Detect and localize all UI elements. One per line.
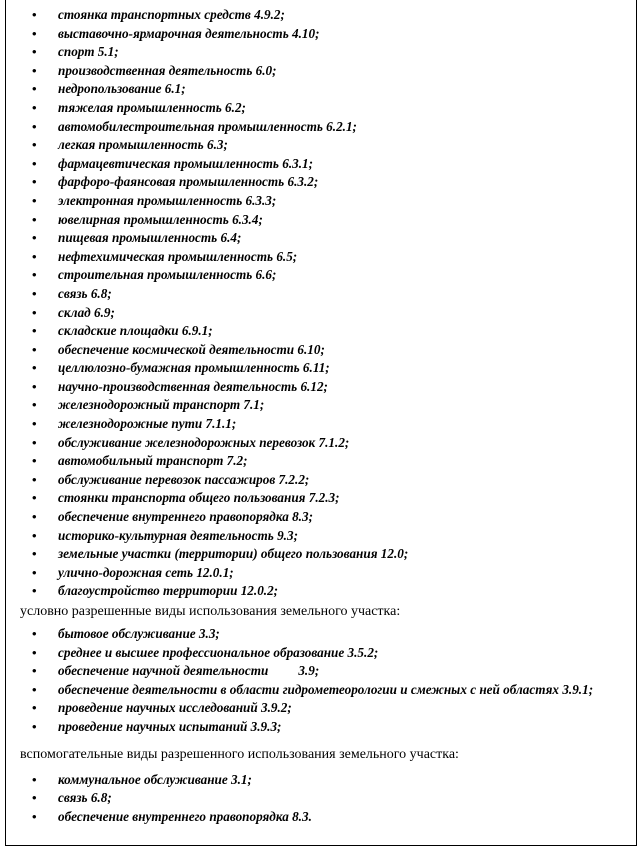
list-item-code: 3.9; (298, 663, 320, 679)
list-item: • железнодорожный транспорт 7.1; (6, 396, 636, 415)
list-item: • тяжелая промышленность 6.2; (6, 99, 636, 118)
list-item: • обслуживание железнодорожных перевозок 7.1.2; (6, 434, 636, 453)
list-item: • обеспечение деятельности в области гидрометеорологии и смежных с ней областях 3.9.1; (6, 681, 636, 700)
list-item: • недропользование 6.1; (6, 80, 636, 99)
auxiliary-use-list (6, 771, 636, 827)
conditional-use-heading: условно разрешенные виды использования земельного участка: (20, 604, 401, 619)
document-frame (5, 0, 637, 846)
list-item: • стоянки транспорта общего пользования 7.2.3; (6, 489, 636, 508)
list-item: • проведение научных испытаний 3.9.3; (6, 718, 636, 737)
list-item: • проведение научных исследований 3.9.2; (6, 699, 636, 718)
list-item (6, 662, 636, 681)
list-item: • склад 6.9; (6, 304, 636, 323)
list-item: • автомобильный транспорт 7.2; (6, 452, 636, 471)
list-item: • улично-дорожная сеть 12.0.1; (6, 564, 636, 583)
list-item: • земельные участки (территории) общего пользования 12.0; (6, 545, 636, 564)
list-item: • автомобилестроительная промышленность 6.2.1; (6, 118, 636, 137)
list-item: • строительная промышленность 6.6; (6, 266, 636, 285)
list-item: • благоустройство территории 12.0.2; (6, 582, 636, 601)
list-item: • фармацевтическая промышленность 6.3.1; (6, 155, 636, 174)
list-item: • выставочно-ярмарочная деятельность 4.10; (6, 25, 636, 44)
list-item: • обеспечение космической деятельности 6.10; (6, 341, 636, 360)
list-item: • коммунальное обслуживание 3.1; (6, 771, 636, 790)
list-item: • бытовое обслуживание 3.3; (6, 625, 636, 644)
conditional-use-list (6, 625, 636, 737)
list-item: • связь 6.8; (6, 285, 636, 304)
list-item: • целлюлозно-бумажная промышленность 6.11; (6, 359, 636, 378)
list-item: • научно-производственная деятельность 6.12; (6, 378, 636, 397)
list-item: • стоянка транспортных средств 4.9.2; (6, 6, 636, 25)
list-item: • ювелирная промышленность 6.3.4; (6, 211, 636, 230)
auxiliary-use-heading: вспомогательные виды разрешенного использования земельного участка: (20, 746, 459, 762)
list-item: • обслуживание перевозок пассажиров 7.2.2; (6, 471, 636, 490)
list-item-text: обеспечение научной деятельности (58, 663, 269, 679)
list-item: • нефтехимическая промышленность 6.5; (6, 248, 636, 267)
list-item: • фарфоро-фаянсовая промышленность 6.3.2; (6, 173, 636, 192)
list-item: • обеспечение внутреннего правопорядка 8.3. (6, 808, 636, 827)
list-item: • обеспечение внутреннего правопорядка 8.3; (6, 508, 636, 527)
main-use-list (6, 6, 636, 601)
list-item: • историко-культурная деятельность 9.3; (6, 527, 636, 546)
list-item: • среднее и высшее профессиональное образование 3.5.2; (6, 644, 636, 663)
list-item: • легкая промышленность 6.3; (6, 136, 636, 155)
list-item: • железнодорожные пути 7.1.1; (6, 415, 636, 434)
list-item: • связь 6.8; (6, 789, 636, 808)
list-item: • складские площадки 6.9.1; (6, 322, 636, 341)
list-item: • спорт 5.1; (6, 43, 636, 62)
list-item: • пищевая промышленность 6.4; (6, 229, 636, 248)
list-item: • производственная деятельность 6.0; (6, 62, 636, 81)
list-item: • электронная промышленность 6.3.3; (6, 192, 636, 211)
